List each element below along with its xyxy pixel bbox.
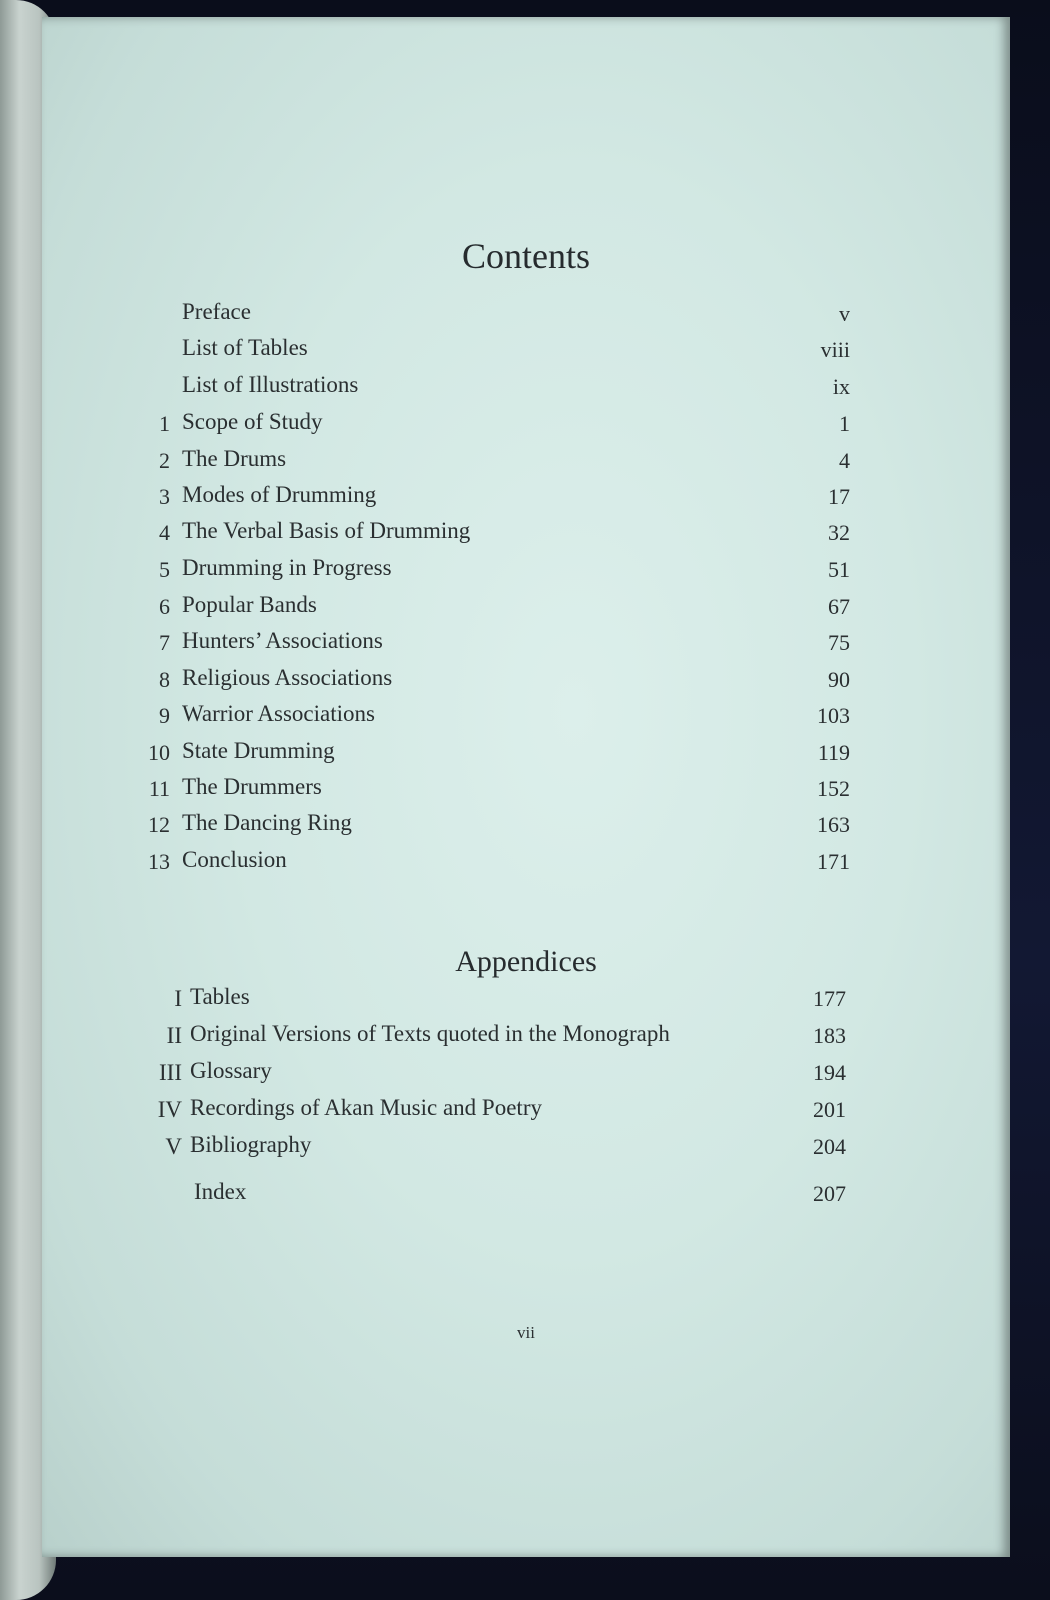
page-number: 90 [828, 667, 850, 692]
chapter-number: 6 [159, 594, 170, 619]
appendix-number: IV [157, 1097, 182, 1122]
chapter-number: 2 [159, 448, 170, 473]
appendix-number: I [174, 986, 182, 1011]
chapter-title: Hunters’ Associations [182, 628, 383, 653]
toc-row [42, 808, 1010, 842]
contents-heading: Contents [461, 236, 590, 276]
chapter-title: The Drummers [182, 774, 322, 799]
appendix-row [42, 1130, 1010, 1164]
toc-row [42, 663, 1010, 697]
index-title: Index [194, 1179, 247, 1204]
page-number: 67 [828, 594, 850, 619]
page-number: 17 [828, 484, 850, 509]
toc-row [42, 444, 1010, 478]
toc-row [42, 370, 1010, 404]
appendix-title: Glossary [190, 1058, 272, 1083]
toc-row [42, 626, 1010, 660]
page-number: 119 [817, 740, 850, 765]
appendix-row [42, 1019, 1010, 1053]
chapter-number: 4 [159, 520, 170, 545]
toc-row [42, 297, 1010, 331]
page-number: 171 [817, 849, 850, 874]
page-number: 1 [839, 411, 850, 436]
toc-row [42, 407, 1010, 441]
chapter-number: 13 [148, 849, 170, 874]
page-number: 152 [817, 776, 850, 801]
toc-row [42, 845, 1010, 879]
chapter-number: 8 [159, 667, 170, 692]
toc-row [42, 699, 1010, 733]
appendix-number: V [165, 1134, 182, 1159]
page-number: v [839, 301, 850, 326]
appendices-heading: Appendices [455, 945, 597, 978]
chapter-title: Warrior Associations [182, 701, 375, 726]
page-number: 163 [817, 812, 850, 837]
page-number: 201 [813, 1097, 846, 1122]
chapter-number: 5 [159, 557, 170, 582]
chapter-title: Popular Bands [182, 592, 317, 617]
chapter-title: The Verbal Basis of Drumming [182, 518, 471, 543]
chapter-title: List of Illustrations [182, 372, 359, 397]
chapter-title: Drumming in Progress [182, 555, 392, 580]
chapter-title: State Drumming [182, 738, 335, 763]
appendix-row [42, 982, 1010, 1016]
chapter-title: Scope of Study [182, 409, 323, 434]
chapter-title: Conclusion [182, 847, 287, 872]
chapter-title: Religious Associations [182, 665, 393, 690]
chapter-number: 11 [148, 776, 170, 801]
appendix-row [42, 1056, 1010, 1090]
chapter-number: 3 [159, 484, 170, 509]
chapter-number: 7 [159, 630, 170, 655]
page-number: 103 [817, 703, 850, 728]
page-number: 75 [828, 630, 850, 655]
page-number: 177 [813, 986, 846, 1011]
chapter-number: 1 [159, 411, 170, 436]
index-row [42, 1177, 1010, 1211]
toc-row [42, 590, 1010, 624]
appendix-title: Tables [190, 984, 250, 1009]
page-number: 51 [828, 557, 850, 582]
page-number: 194 [813, 1060, 846, 1085]
page-number: 183 [813, 1023, 846, 1048]
chapter-title: Preface [182, 299, 251, 324]
appendix-row [42, 1093, 1010, 1127]
page-number: ix [832, 374, 850, 399]
page-number: 32 [828, 520, 850, 545]
appendix-title: Recordings of Akan Music and Poetry [190, 1095, 542, 1120]
chapter-title: List of Tables [182, 335, 308, 360]
chapter-title: The Drums [182, 446, 287, 471]
appendix-title: Bibliography [190, 1132, 312, 1157]
toc-row [42, 736, 1010, 770]
appendix-number: III [159, 1060, 182, 1085]
appendix-number: II [166, 1023, 182, 1048]
appendix-title: Original Versions of Texts quoted in the Monograph [190, 1021, 670, 1046]
toc-row [42, 772, 1010, 806]
chapter-number: 10 [148, 740, 170, 765]
chapter-title: Modes of Drumming [182, 482, 377, 507]
toc-row [42, 333, 1010, 367]
page-number: 207 [813, 1181, 846, 1206]
book-page [42, 17, 1010, 1557]
toc-row [42, 553, 1010, 587]
page-number: 204 [813, 1134, 846, 1159]
toc-row [42, 480, 1010, 514]
chapter-title: The Dancing Ring [182, 810, 352, 835]
toc-row [42, 516, 1010, 550]
chapter-number: 12 [148, 812, 170, 837]
chapter-number: 9 [159, 703, 170, 728]
page-number: viii [820, 337, 850, 362]
folio-page-number: vii [517, 1323, 535, 1342]
page-number: 4 [839, 448, 850, 473]
